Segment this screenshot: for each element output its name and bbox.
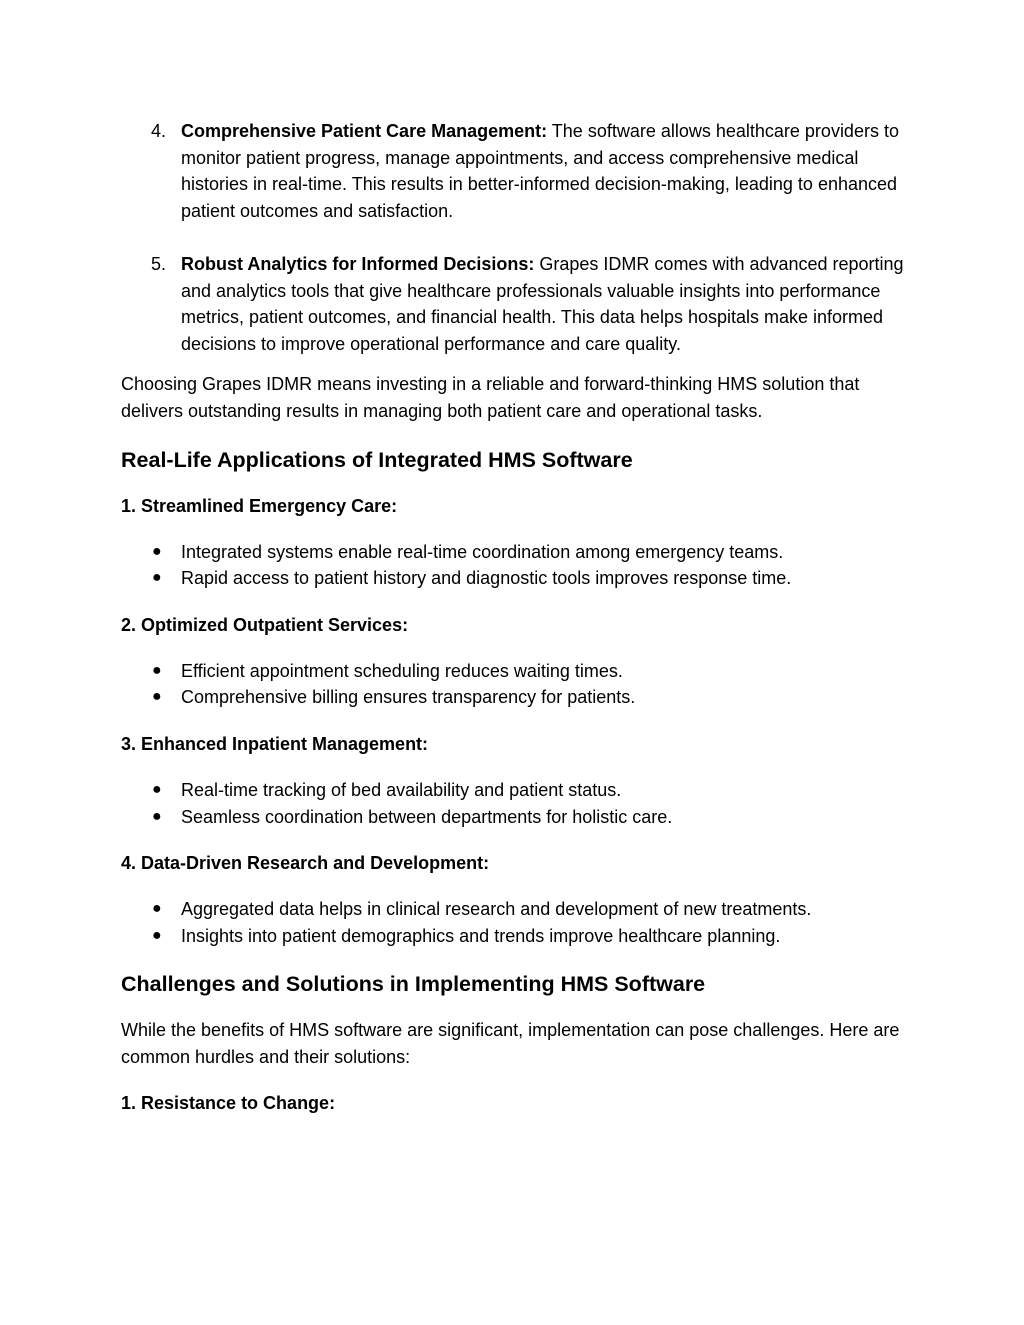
list-item-text: Insights into patient demographics and trends improve healthcare planning.	[181, 925, 781, 946]
list-item-text: Efficient appointment scheduling reduces waiting times.	[181, 660, 623, 681]
closing-paragraph: Choosing Grapes IDMR means investing in a reliable and forward-thinking HMS solution that delivers outstanding results in managing both patient care and operational tasks.	[121, 374, 860, 421]
bullet-icon: ●	[152, 569, 162, 587]
numbered-item	[121, 118, 911, 224]
subheading-emergency-care: 1. Streamlined Emergency Care:	[121, 495, 398, 516]
bullet-icon: ●	[152, 807, 162, 825]
list-item	[121, 684, 911, 711]
item-text: The software allows healthcare providers to monitor patient progress, manage appointments, and access comprehensive medical histories in real-time. This results in better-informed decision-making, leading to enhanced patient outcomes and satisfaction.	[181, 121, 899, 221]
list-item-text: Real-time tracking of bed availability and patient status.	[181, 779, 622, 800]
list-item	[121, 539, 911, 566]
challenges-intro: While the benefits of HMS software are significant, implementation can pose challenges. Here are common hurdles and their solutions:	[121, 1020, 900, 1067]
bullet-list	[121, 539, 911, 592]
numbered-list	[121, 118, 911, 357]
bullet-icon: ●	[152, 542, 162, 560]
subheading-research-development: 4. Data-Driven Research and Development:	[121, 853, 490, 874]
subheading-inpatient-management: 3. Enhanced Inpatient Management:	[121, 733, 429, 754]
numbered-item	[121, 251, 911, 357]
item-number: 5.	[151, 253, 167, 274]
bullet-icon: ●	[152, 900, 162, 918]
bullet-icon: ●	[152, 688, 162, 706]
item-text: Grapes IDMR comes with advanced reporting and analytics tools that give healthcare professionals valuable insights into performance metrics, patient outcomes, and financial health. This data helps hospitals make informed decisions to improve operational performance and care quality.	[181, 253, 904, 354]
item-title: Comprehensive Patient Care Management:	[181, 121, 548, 141]
list-item	[121, 804, 911, 831]
list-item	[121, 923, 911, 950]
list-item-text: Comprehensive billing ensures transparency for patients.	[181, 687, 636, 708]
section-heading-applications: Real-Life Applications of Integrated HMS Software	[121, 447, 633, 472]
bullet-list	[121, 896, 911, 949]
subheading-resistance-to-change: 1. Resistance to Change:	[121, 1093, 336, 1114]
item-number: 4.	[151, 121, 167, 141]
subheading-outpatient-services: 2. Optimized Outpatient Services:	[121, 614, 409, 635]
list-item	[121, 565, 911, 592]
list-item-text: Seamless coordination between departments for holistic care.	[181, 806, 673, 827]
bullet-icon: ●	[152, 661, 162, 679]
list-item	[121, 896, 911, 923]
bullet-list	[121, 658, 911, 711]
item-title: Robust Analytics for Informed Decisions:	[181, 253, 535, 274]
document-page	[121, 118, 911, 1136]
section-heading-challenges: Challenges and Solutions in Implementing HMS Software	[121, 972, 706, 997]
list-item	[121, 777, 911, 804]
list-item-text: Integrated systems enable real-time coordination among emergency teams.	[181, 541, 784, 562]
bullet-list	[121, 777, 911, 830]
bullet-icon: ●	[152, 926, 162, 944]
list-item-text: Rapid access to patient history and diagnostic tools improves response time.	[181, 568, 792, 589]
list-item	[121, 658, 911, 685]
bullet-icon: ●	[152, 780, 162, 798]
list-item-text: Aggregated data helps in clinical research and development of new treatments.	[181, 899, 812, 920]
